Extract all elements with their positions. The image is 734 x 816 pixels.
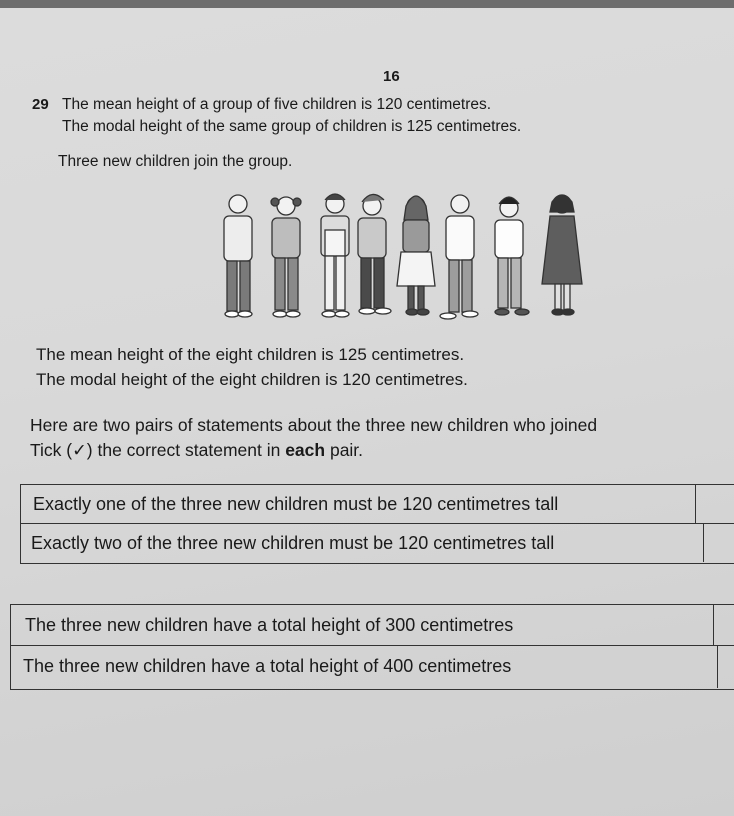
statement-text: Exactly two of the three new children must be 120 centimetres tall: [31, 533, 555, 553]
tick-box[interactable]: [703, 524, 734, 562]
child-figure: [321, 194, 349, 317]
bold-each: each: [285, 440, 326, 460]
statement-pair-2: [10, 604, 734, 690]
child-figure: [358, 194, 391, 314]
statement-mean-eight: The mean height of the eight children is 125 centimetres.: [36, 345, 465, 364]
child-figure: [542, 195, 582, 315]
statement-text: Exactly one of the three new children must be 120 centimetres tall: [33, 494, 559, 514]
statement-pair-1: [20, 484, 734, 564]
statement-text: The three new children have a total height of 300 centimetres: [25, 615, 514, 635]
table-row: [11, 605, 734, 646]
question-line-3: Three new children join the group.: [58, 153, 293, 170]
instruction-line-1: Here are two pairs of statements about the three new children who joined: [30, 415, 598, 435]
tick-box[interactable]: [717, 646, 734, 688]
child-figure: [440, 195, 478, 319]
question-line-1: The mean height of a group of five children is 120 centimetres.: [62, 96, 492, 113]
page-number: 16: [383, 68, 400, 85]
table-row: [21, 485, 734, 524]
child-figure: [271, 197, 301, 317]
question-number: 29: [32, 96, 49, 113]
statement-mode-eight: The modal height of the eight children is 120 centimetres.: [36, 370, 468, 389]
table-row: [11, 646, 734, 688]
photo-top-edge: [0, 0, 734, 8]
statement-text: The three new children have a total height of 400 centimetres: [23, 656, 512, 676]
children-illustration: [212, 190, 592, 330]
child-figure: [495, 197, 529, 315]
instruction-line-2: Tick (✓) the correct statement in each pair.: [30, 440, 364, 460]
table-row: [21, 524, 734, 562]
child-figure: [397, 196, 435, 315]
tick-box[interactable]: [713, 605, 734, 645]
question-line-2: The modal height of the same group of children is 125 centimetres.: [62, 118, 522, 135]
tick-box[interactable]: [695, 485, 734, 523]
child-figure: [224, 195, 252, 317]
